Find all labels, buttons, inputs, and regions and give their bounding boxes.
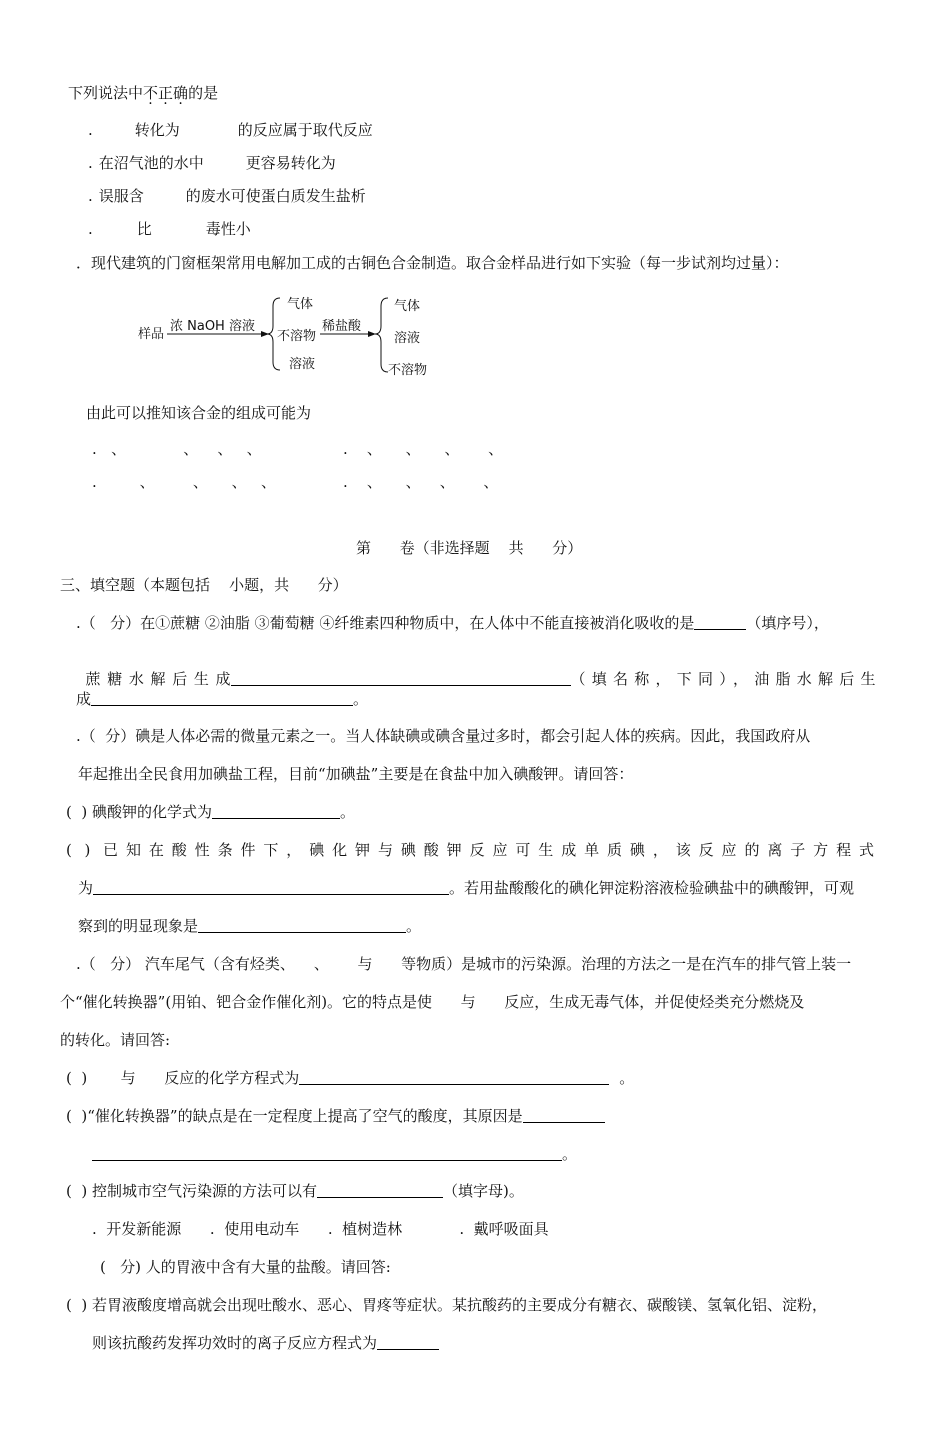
flow-insol1: 不溶物 (277, 329, 317, 344)
flow-arrow2-head (368, 331, 376, 337)
q3-part1: ( ) 与 反应的化学方程式为 。 (66, 1069, 635, 1087)
q4-part1-cont: 则该抗酸药发挥功效时的离子反应方程式为 (92, 1334, 439, 1352)
q3-line1: .（ 分） 汽车尾气（含有烃类、 、 与 等物质）是城市的污染源。治理的方法之一是在汽车的排气管上装一 (76, 955, 852, 973)
q3-line2: 个“催化转换器”(用铂、钯合金作催化剂)。它的特点是使 与 反应，生成无毒气体，并促使烃类充分燃烧及 (60, 993, 805, 1011)
q1-line1: .（ 分）在①蔗糖 ②油脂 ③葡萄糖 ④纤维素四种物质中，在人体中不能直接被消化吸收的是 （填序号）， (76, 614, 829, 632)
q1-line2: 蔗糖水解后生成 （填名称，下同），油脂水解后生 (85, 670, 876, 688)
q3-part2: ( )“催化转换器”的缺点是在一定程度上提高了空气的酸度，其原因是 (66, 1107, 605, 1125)
q2-line1: .（ 分）碘是人体必需的微量元素之一。当人体缺碘或碘含量过多时，都会引起人体的疾病。因此，我国政府从 (76, 727, 811, 745)
answer-blank (212, 804, 340, 819)
q1-line3: 成 。 (76, 690, 369, 708)
answer-blank (92, 1146, 562, 1161)
answer-blank (317, 1183, 443, 1198)
answer-blank (377, 1335, 439, 1350)
option-d: . 比 毒性小 (88, 220, 251, 238)
answer-blank (198, 918, 406, 933)
answer-blank (523, 1108, 605, 1123)
flow-sol2: 溶液 (394, 331, 421, 346)
q3-part2-cont: 。 (92, 1145, 577, 1163)
answer-blank (93, 880, 449, 895)
flow-sample: 样品 (138, 327, 165, 342)
alloy-option-3: . 、 、 、 、 (92, 473, 276, 491)
q4-part1: ( ) 若胃液酸度增高就会出现吐酸水、恶心、胃疼等症状。某抗酸药的主要成分有糖衣、碳酸镁、氢氧化铝、淀粉， (66, 1296, 828, 1314)
alloy-option-2: . 、 、 、 、 (343, 440, 504, 458)
flow-brace2 (375, 298, 388, 372)
q3-part3: ( ) 控制城市空气污染源的方法可以有 （填字母)。 (66, 1182, 524, 1200)
flow-reagent2: 稀盐酸 (322, 319, 362, 334)
q4-line1: ( 分) 人的胃液中含有大量的盐酸。请回答: (100, 1258, 391, 1276)
alloy-option-1: . 、 、 、 、 (92, 440, 262, 458)
answer-blank (694, 615, 746, 630)
flow-sol1: 溶液 (289, 357, 316, 372)
q2-part2-line2: 为 。若用盐酸酸化的碘化钾淀粉溶液检验碘盐中的碘酸钾，可观 (78, 879, 855, 897)
flow-reagent1: 浓 NaOH 溶液 (170, 319, 255, 334)
q2-part1: ( ) 碘酸钾的化学式为 。 (66, 803, 356, 821)
question-stem: 下列说法中不正确的是 (68, 84, 219, 102)
part-three-heading: 三、填空题（本题包括 小题，共 分） (60, 576, 348, 594)
q2-part2-line3: 察到的明显现象是 。 (78, 917, 422, 935)
flow-gas2: 气体 (394, 299, 421, 314)
answer-blank (91, 691, 353, 706)
flow-gas1: 气体 (287, 297, 314, 312)
alloy-infer: 由此可以推知该合金的组成可能为 (86, 404, 312, 422)
flow-insol2: 不溶物 (388, 363, 428, 378)
section-title: 第 卷（非选择题 共 分） (356, 539, 583, 557)
q2-line2: 年起推出全民食用加碘盐工程，目前“加碘盐”主要是在食盐中加入碘酸钾。请回答： (78, 765, 634, 783)
flow-diagram (130, 288, 450, 384)
alloy-option-4: . 、 、 、 、 (343, 473, 499, 491)
q2-part2-line1: ( ) 已知在酸性条件下，碘化钾与碘酸钾反应可生成单质碘，该反应的离子方程式 (66, 841, 874, 859)
answer-blank (231, 671, 571, 686)
q3-line3: 的转化。请回答: (60, 1031, 171, 1049)
option-a: . 转化为 的反应属于取代反应 (88, 121, 373, 139)
option-c: . 误服含 的废水可使蛋白质发生盐析 (88, 187, 366, 205)
alloy-question-stem: ．现代建筑的门窗框架常用电解加工成的古铜色合金制造。取合金样品进行如下实验（每一步试剂均过量）： (76, 254, 789, 272)
option-b: . 在沼气池的水中 更容易转化为 (88, 154, 336, 172)
answer-blank (299, 1070, 609, 1085)
q3-options: . 开发新能源 . 使用电动车 . 植树造林 . 戴呼吸面具 (92, 1220, 549, 1238)
